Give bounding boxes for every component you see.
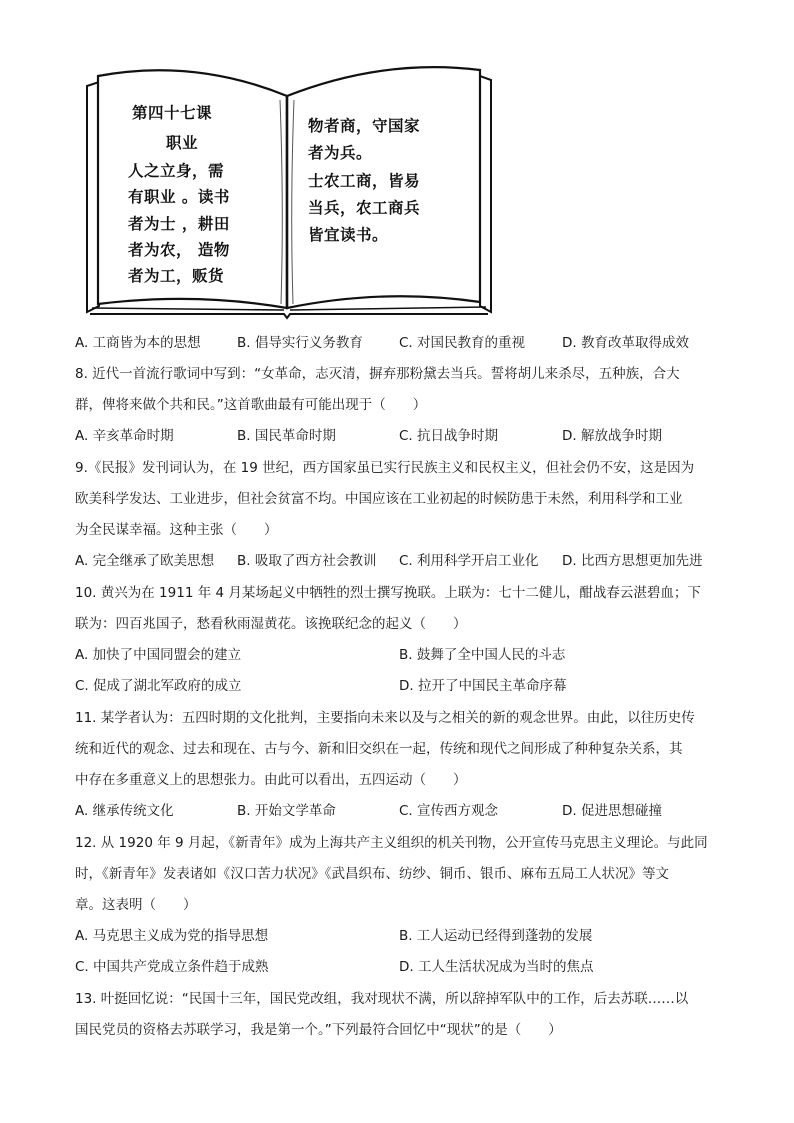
q10-option-d[interactable]: D. 拉开了中国民主革命序幕 (399, 678, 567, 694)
q13-stem-line: 国民党员的资格去苏联学习，我是第一个。”下列最符合回忆中“现状”的是（ ） (75, 1022, 562, 1038)
q11-stem-line: 中存在多重意义上的思想张力。由此可以看出，五四运动（ ） (75, 772, 467, 788)
q7-option-d[interactable]: D. 教育改革取得成效 (562, 335, 689, 351)
q12-stem-line: 章。这表明（ ） (75, 897, 197, 913)
q8-option-a[interactable]: A. 辛亥革命时期 (75, 428, 174, 444)
left-page-line: 者为工，贩货 (128, 266, 225, 285)
lesson-number: 第四十七课 (132, 103, 213, 122)
lesson-title: 职业 (166, 133, 199, 152)
q7-option-b[interactable]: B. 倡导实行义务教育 (237, 335, 363, 351)
q9-option-b[interactable]: B. 吸取了西方社会教训 (237, 553, 377, 569)
q8-option-b[interactable]: B. 国民革命时期 (237, 428, 336, 444)
q12-option-a[interactable]: A. 马克思主义成为党的指导思想 (75, 928, 269, 944)
q10-stem-line: 联为：四百兆国子，愁看秋雨湿黄花。该挽联纪念的起义（ ） (75, 616, 467, 632)
q10-stem-line: 10. 黄兴为在 1911 年 4 月某场起义中牺牲的烈士撰写挽联。上联为：七十二健儿，酣战春云湛碧血；下 (75, 585, 701, 601)
left-page-line: 人之立身，需 (128, 161, 225, 180)
q10-option-b[interactable]: B. 鼓舞了全中国人民的斗志 (399, 647, 566, 663)
q9-option-c[interactable]: C. 利用科学开启工业化 (399, 553, 539, 569)
q10-option-c[interactable]: C. 促成了湖北军政府的成立 (75, 678, 242, 694)
q8-option-d[interactable]: D. 解放战争时期 (562, 428, 662, 444)
q11-option-d[interactable]: D. 促进思想碰撞 (562, 803, 662, 819)
left-page-line: 者为农， 造物 (128, 240, 230, 259)
left-page-line: 者为士 ，耕田 (128, 214, 230, 233)
q8-stem-line: 群，俾将来做个共和民。”这首歌曲最有可能出现于（ ） (75, 397, 427, 413)
q7-option-a[interactable]: A. 工商皆为本的思想 (75, 335, 201, 351)
textbook-illustration (84, 56, 494, 320)
q11-option-a[interactable]: A. 继承传统文化 (75, 803, 174, 819)
q13-stem-line: 13. 叶挺回忆说：“民国十三年，国民党改组，我对现状不满，所以辞掉军队中的工作，后去苏联……以 (75, 991, 689, 1007)
q8-stem-line: 8. 近代一首流行歌词中写到：“女革命，志灭清，摒弃那粉黛去当兵。誓将胡儿来杀尽，五种族，合大 (75, 366, 680, 382)
right-page-line: 皆宜读书。 (308, 225, 389, 244)
q9-option-a[interactable]: A. 完全继承了欧美思想 (75, 553, 215, 569)
q11-option-c[interactable]: C. 宣传西方观念 (399, 803, 499, 819)
q8-option-c[interactable]: C. 抗日战争时期 (399, 428, 499, 444)
q9-option-d[interactable]: D. 比西方思想更加先进 (562, 553, 703, 569)
q11-stem-line: 统和近代的观念、过去和现在、古与今、新和旧交织在一起，传统和现代之间形成了种种复杂关系，其 (75, 741, 683, 757)
right-page-line: 当兵，农工商兵 (308, 198, 421, 217)
q7-option-c[interactable]: C. 对国民教育的重视 (399, 335, 526, 351)
right-page-line: 物者商，守国家 (308, 116, 421, 135)
q12-stem-line: 12. 从 1920 年 9 月起，《新青年》成为上海共产主义组织的机关刊物，公开宣传马克思主义理论。与此同 (75, 835, 708, 851)
left-page-line: 有职业 。读书 (128, 187, 230, 206)
q11-option-b[interactable]: B. 开始文学革命 (237, 803, 336, 819)
q9-stem-line: 为全民谋幸福。这种主张（ ） (75, 522, 278, 538)
q12-stem-line: 时，《新青年》发表诸如《汉口苦力状况》《武昌织布、纺纱、铜币、银币、麻布五局工人状况》等文 (75, 866, 669, 882)
right-page-line: 者为兵。 (308, 143, 373, 162)
q11-stem-line: 11. 某学者认为：五四时期的文化批判，主要指向未来以及与之相关的新的观念世界。由此，以往历史传 (75, 710, 695, 726)
q9-stem-line: 9.《民报》发刊词认为，在 19 世纪，西方国家虽已实行民族主义和民权主义，但社会仍不安，这是因为 (75, 460, 695, 476)
q9-stem-line: 欧美科学发达、工业进步，但社会贫富不均。中国应该在工业初起的时候防患于未然，利用科学和工业 (75, 491, 683, 507)
right-page-line: 士农工商，皆易 (308, 171, 421, 190)
q12-option-c[interactable]: C. 中国共产党成立条件趋于成熟 (75, 959, 269, 975)
q12-option-b[interactable]: B. 工人运动已经得到蓬勃的发展 (399, 928, 593, 944)
q10-option-a[interactable]: A. 加快了中国同盟会的建立 (75, 647, 242, 663)
q12-option-d[interactable]: D. 工人生活状况成为当时的焦点 (399, 959, 594, 975)
